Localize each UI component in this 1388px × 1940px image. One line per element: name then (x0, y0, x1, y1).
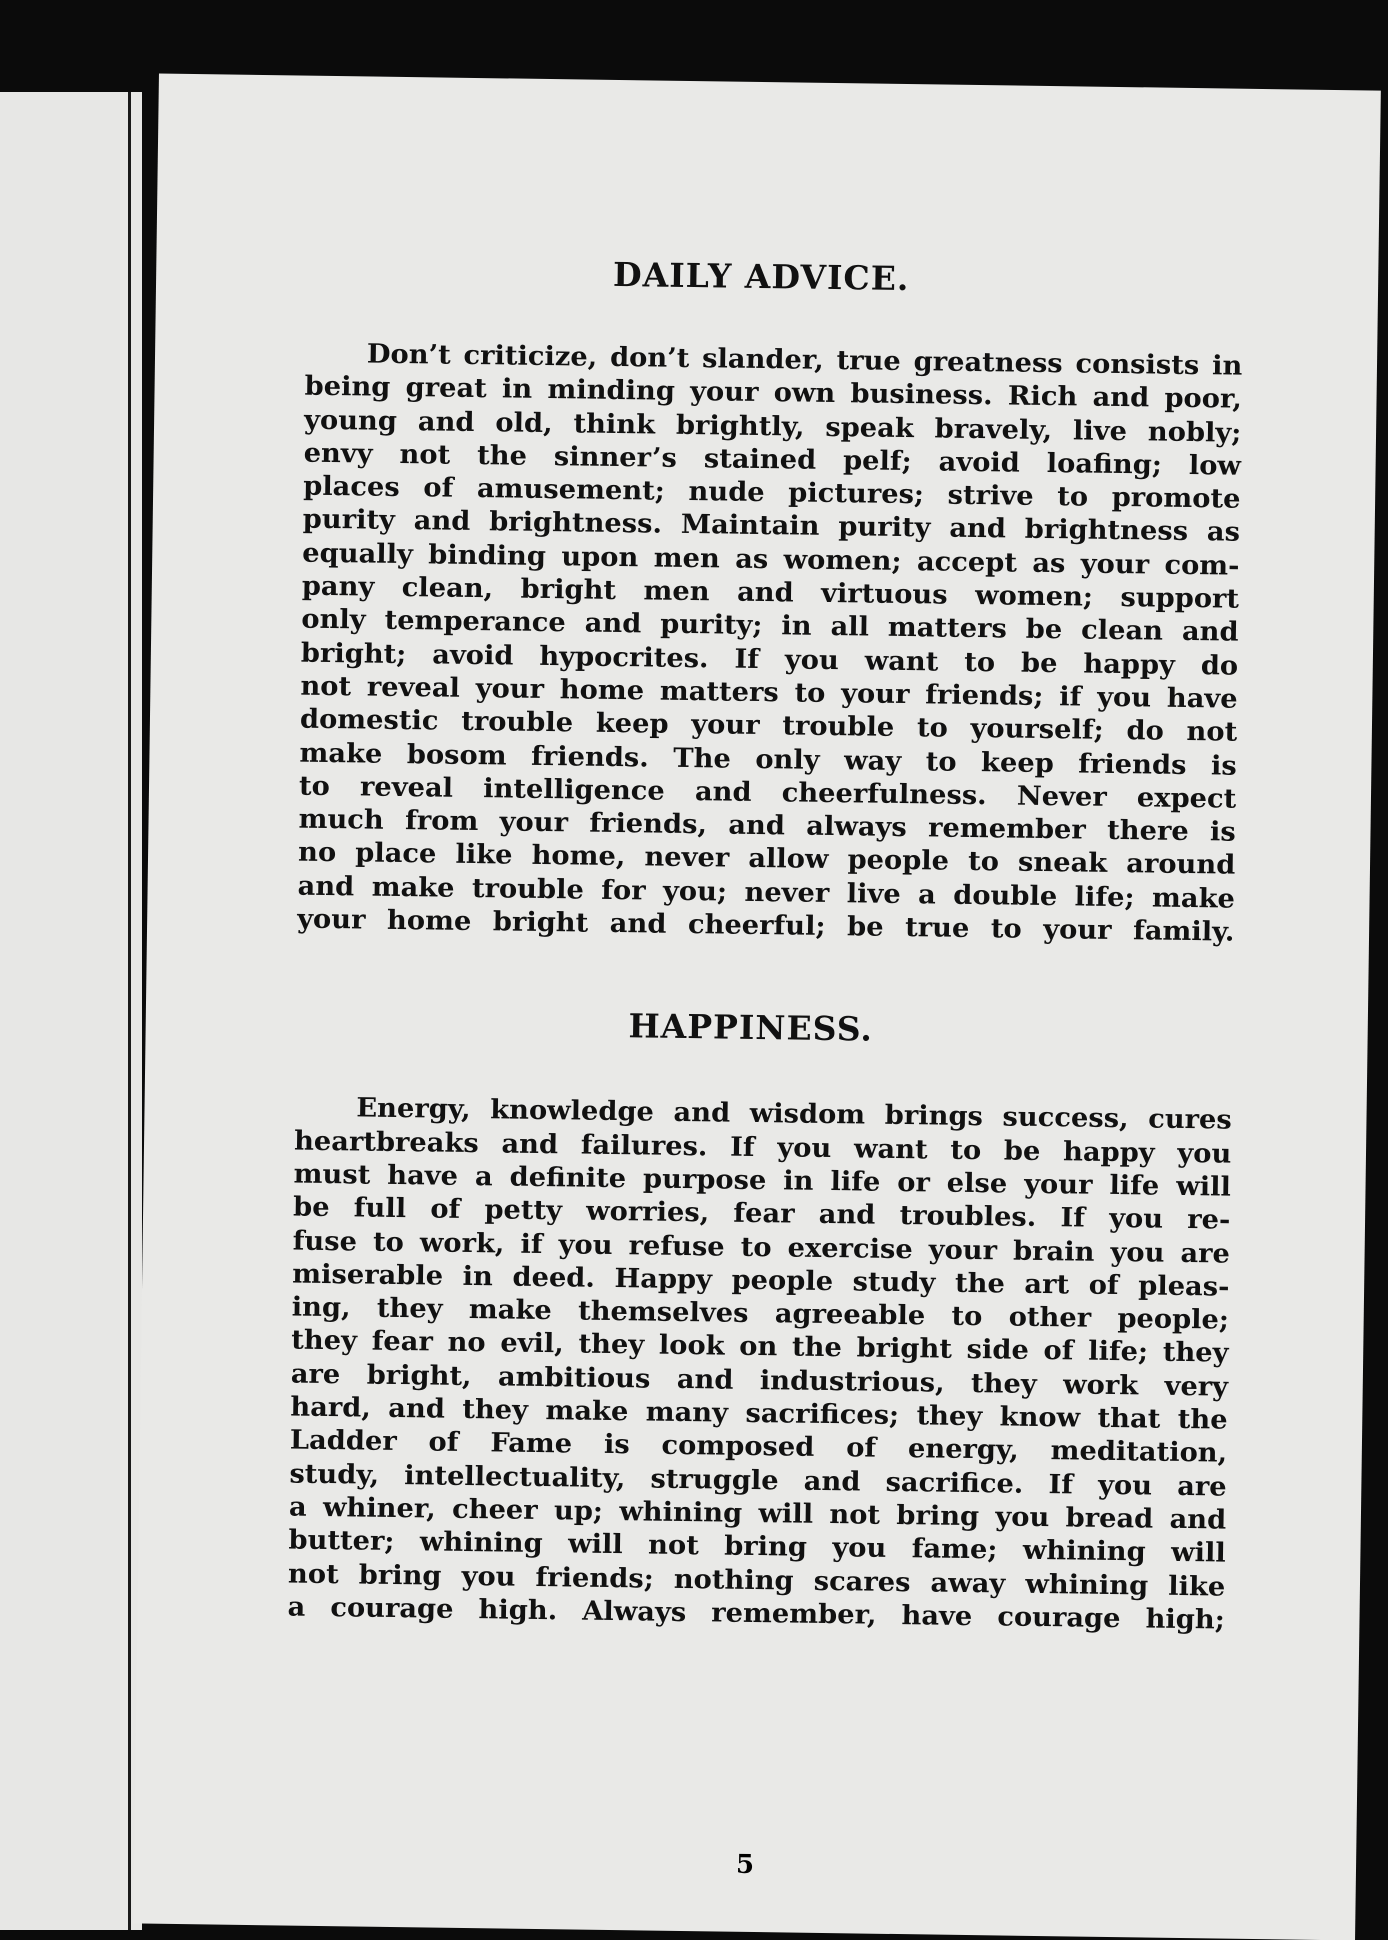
text-line: being great in minding your own business. Rich and poor, (304, 370, 1243, 416)
section-heading-daily-advice: DAILY ADVICE. (612, 254, 910, 299)
text-line: and make trouble for you; never live a double life; make (297, 870, 1236, 915)
text-line: young and old, think brightly, speak bravely, live nobly; (303, 404, 1242, 449)
daily-advice-section (296, 251, 1243, 949)
section-heading-happiness: HAPPINESS. (628, 1006, 874, 1049)
text-line: domestic trouble keep your trouble to yourself; do not (299, 703, 1238, 748)
text-line: must have a definite purpose in life or else your life will (293, 1158, 1232, 1203)
text-line: miserable in deed. Happy people study the art of pleas- (292, 1258, 1230, 1303)
text-line: heartbreaks and failures. If you want to be happy you (293, 1125, 1232, 1170)
text-line: not bring you friends; nothing scares away whining like (287, 1558, 1226, 1603)
text-line: envy not the sinner’s stained pelf; avoid loafing; low (303, 437, 1242, 482)
text-line: hard, and they make many sacrifices; they know that the (290, 1391, 1228, 1436)
text-line: ing, they make themselves agreeable to other people; (291, 1291, 1230, 1336)
text-line: fuse to work, if you refuse to exercise your brain you are (292, 1225, 1231, 1270)
text-line: study, intellectuality, struggle and sacrifice. If you are (289, 1458, 1227, 1503)
text-line: a courage high. Always remember, have courage high; (287, 1591, 1226, 1636)
text-line: to reveal intelligence and cheerfulness. Never expect (298, 770, 1237, 815)
text-line: only temperance and purity; in all matters be clean and (301, 603, 1239, 649)
binding-line (128, 92, 131, 1930)
text-line: equally binding upon men as women; accept as your com- (302, 537, 1240, 582)
page-number: 5 (735, 1849, 755, 1881)
text-line: Don’t criticize, don’t slander, true greatness consists in (366, 338, 1243, 382)
text-line: pany clean, bright men and virtuous women; support (301, 570, 1240, 615)
text-line: no place like home, never allow people to sneak around (297, 837, 1236, 882)
text-line: make bosom friends. The only way to keep friends is (299, 737, 1237, 782)
text-line: Energy, knowledge and wisdom brings success, cures (356, 1092, 1232, 1136)
page-content (287, 251, 1243, 1637)
text-line: they fear no evil, they look on the bright side of life; they (291, 1324, 1229, 1370)
text-line: butter; whining will not bring you fame; whining will (288, 1524, 1226, 1569)
text-line: your home bright and cheerful; be true to your family. (296, 903, 1235, 948)
paragraph-happiness (287, 1091, 1232, 1637)
text-line: not reveal your home matters to your friends; if you have (300, 670, 1238, 715)
text-line: Ladder of Fame is composed of energy, meditation, (289, 1424, 1228, 1469)
text-line: purity and brightness. Maintain purity and brightness as (302, 504, 1241, 549)
text-line: be full of petty worries, fear and troubles. If you re- (292, 1191, 1231, 1236)
book-page (133, 74, 1381, 1940)
text-line: a whiner, cheer up; whining will not bring you bread and (288, 1491, 1227, 1536)
text-line: much from your friends, and always remember there is (298, 803, 1237, 848)
paragraph-daily-advice (297, 337, 1243, 949)
text-line: places of amusement; nude pictures; strive to promote (303, 470, 1241, 515)
text-line: are bright, ambitious and industrious, they work very (290, 1358, 1229, 1403)
happiness-section (287, 1002, 1232, 1636)
facing-page-edge (0, 92, 142, 1930)
text-line: bright; avoid hypocrites. If you want to be happy do (300, 637, 1239, 682)
